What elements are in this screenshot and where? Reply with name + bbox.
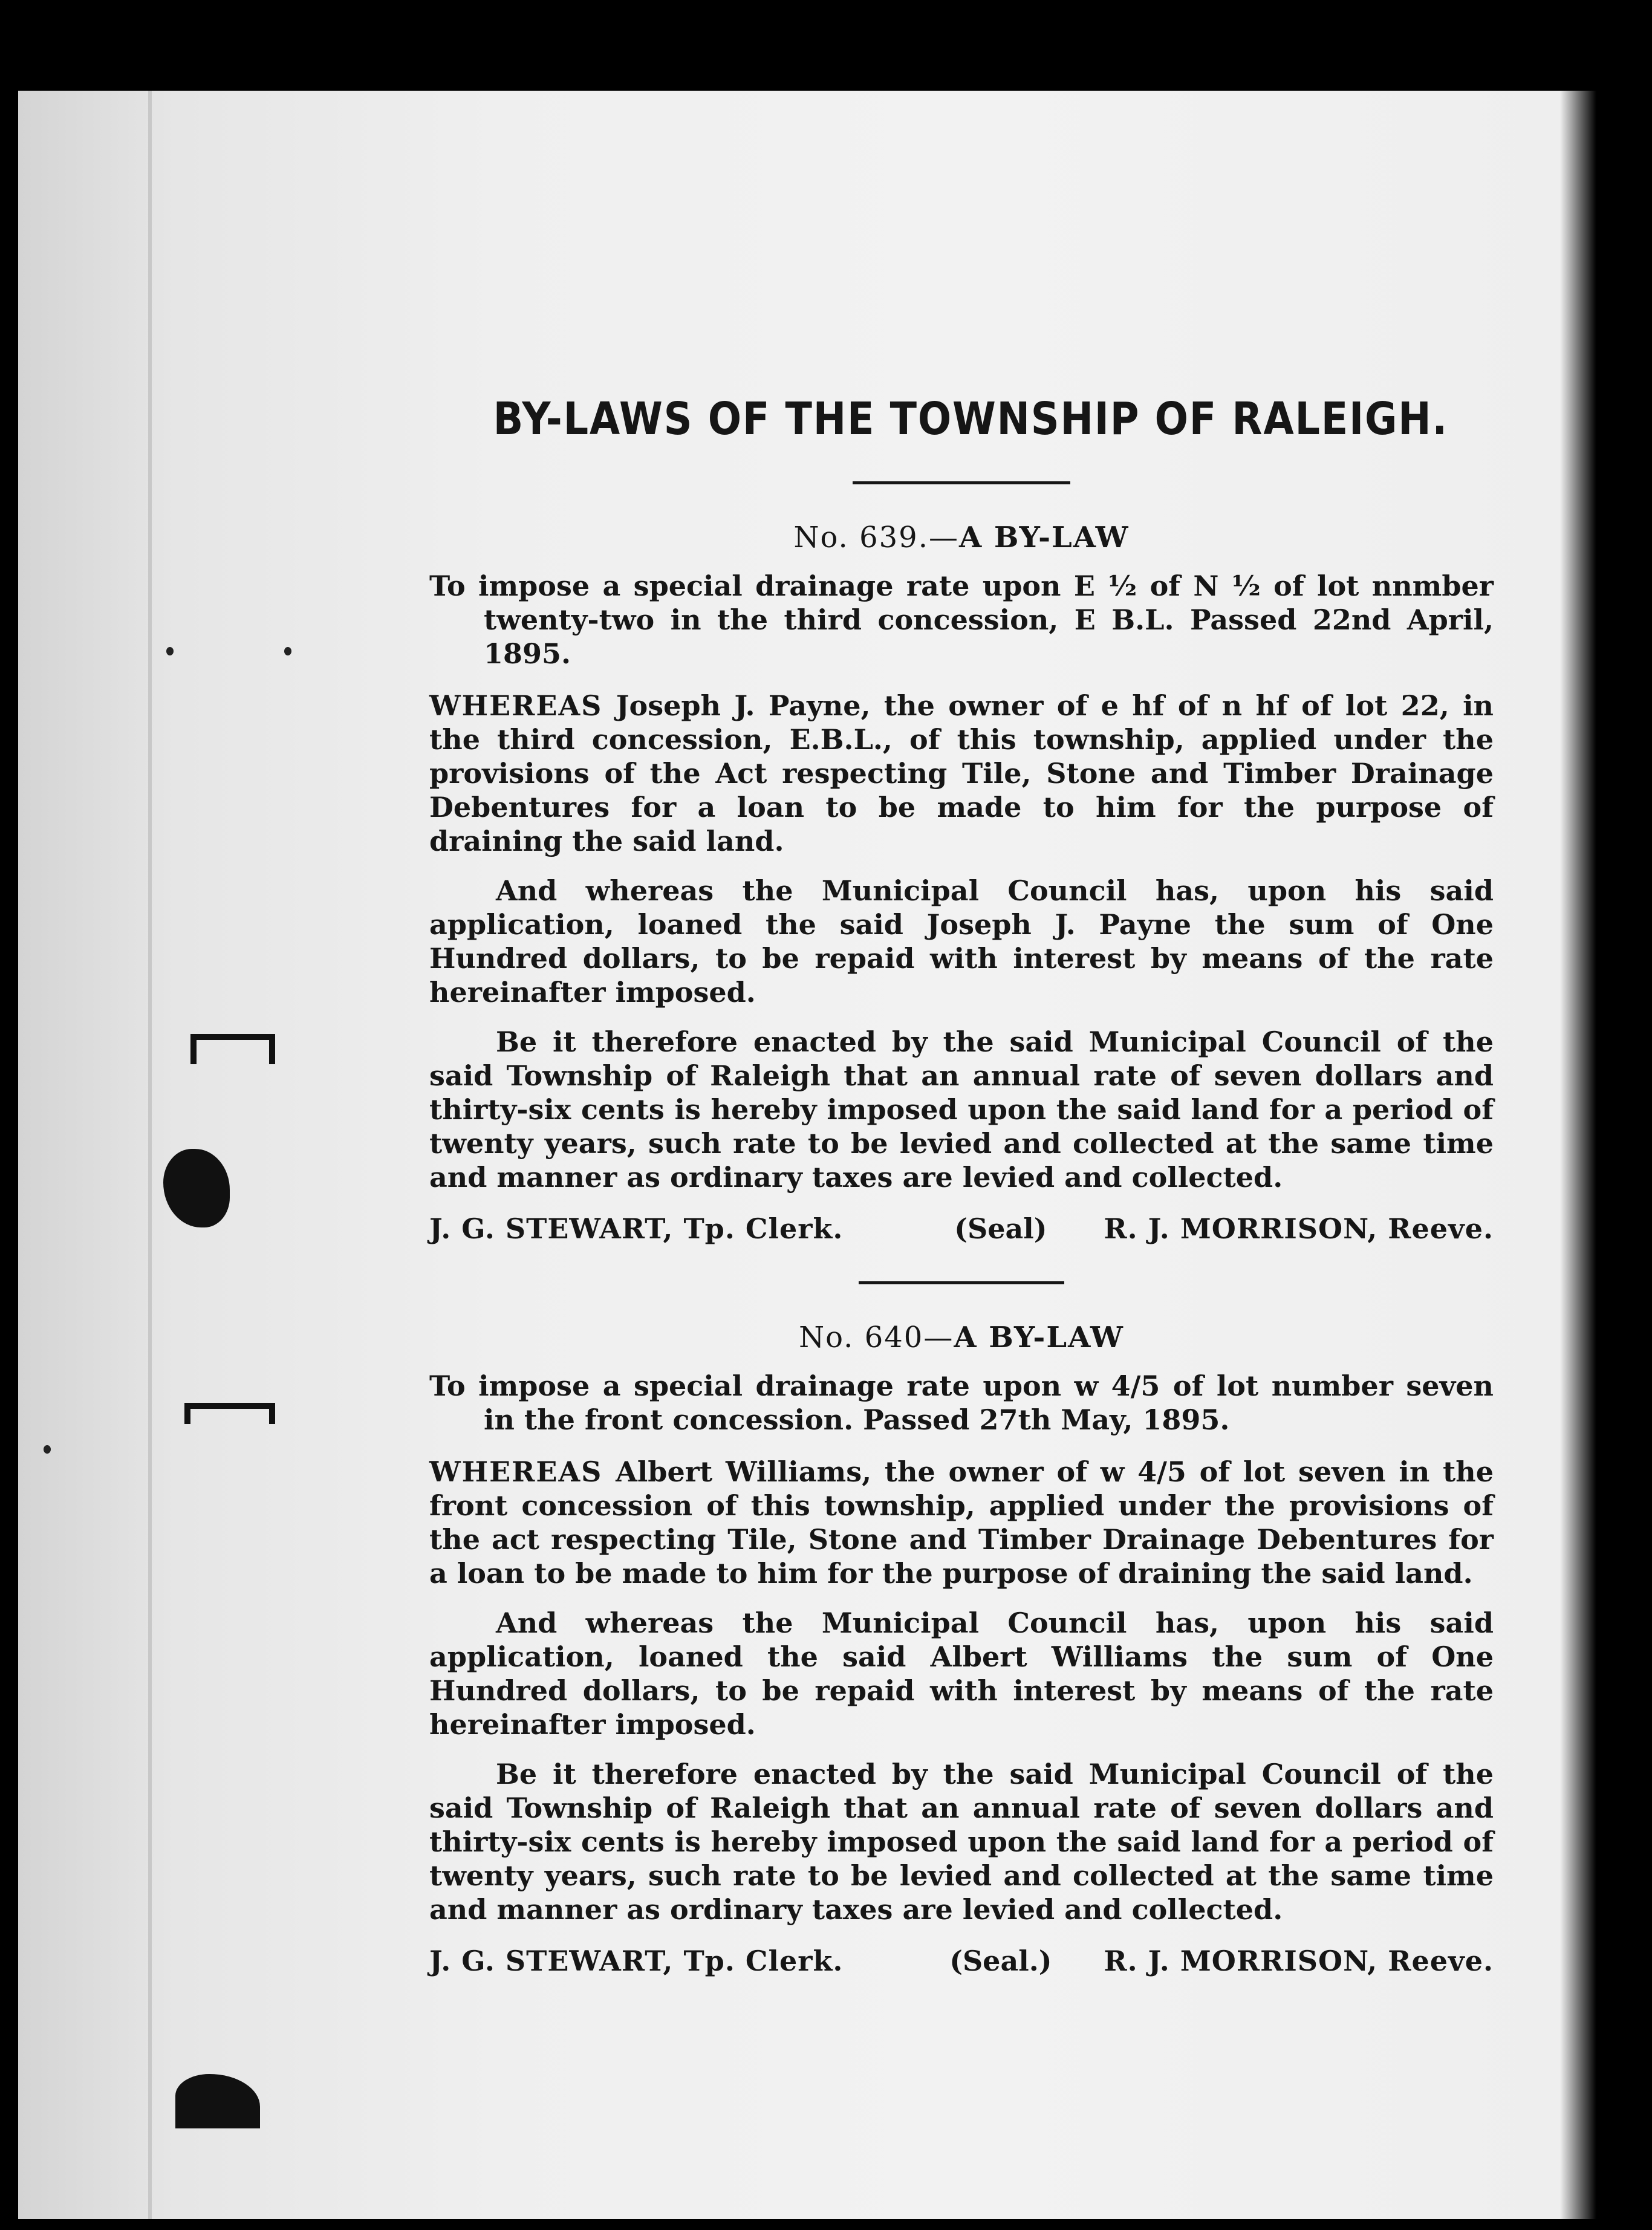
clerk-signature: J. G. STEWART, Tp. Clerk. [429,1945,844,1977]
page-fold-line [148,91,152,2219]
title-rule [853,481,1070,484]
document-content [429,393,1494,1977]
document-page [18,91,1596,2219]
whereas-word: WHEREAS [429,689,603,722]
bylaw-label: A BY-LAW [958,521,1130,554]
speck-mark [284,647,291,655]
bylaw-title: To impose a special drainage rate upon E ½ of N ½ of lot nnmber twenty-two in the third concession, E B.L. Passed 22nd April, 1895. [429,570,1494,670]
page-edge-shadow [1560,91,1596,2219]
bylaw-heading [429,1321,1494,1354]
bylaw-whereas-paragraph [429,689,1494,858]
bylaw-heading [429,521,1494,554]
signature-line [429,1945,1494,1977]
bylaw-number: No. 640— [799,1321,954,1354]
whereas-word: WHEREAS [429,1455,603,1488]
bylaw-whereas-paragraph [429,1455,1494,1590]
speck-mark [44,1445,51,1454]
whereas-text: Albert Williams, the owner of w 4/5 of lot seven in the front concession of this township, applied under the provisions of the act respecting Tile, Stone and Timber Drainage Debentures for a loan to be made to him for the purpose of draining the said land. [429,1455,1494,1590]
bylaw-paragraph: And whereas the Municipal Council has, upon his said application, loaned the said Albert Williams the sum of One Hundred dollars, to be repaid with interest by means of the rate hereinafter imposed. [429,1607,1494,1741]
bylaw-label: A BY-LAW [954,1321,1124,1354]
bylaw-639 [429,521,1494,1245]
seal-label: (Seal) [954,1212,1047,1245]
binding-blemish [175,2074,260,2128]
whereas-text: Joseph J. Payne, the owner of e hf of n hf of lot 22, in the third concession, E.B.L., of this township, applied under the provisions of the Act respecting Tile, Stone and Timber Drainage Debentures for a loan to be made to him for the purpose of draining the said land. [429,689,1494,857]
binding-blemish [163,1149,230,1227]
bylaw-paragraph: And whereas the Municipal Council has, upon his said application, loaned the said Joseph J. Payne the sum of One Hundred dollars, to be repaid with interest by means of the rate hereinafter imposed. [429,874,1494,1009]
bylaw-number: No. 639.— [793,521,959,554]
seal-label: (Seal.) [949,1945,1052,1977]
section-rule [859,1281,1064,1284]
clerk-signature: J. G. STEWART, Tp. Clerk. [429,1212,844,1245]
speck-mark [166,647,174,655]
bylaw-640 [429,1321,1494,1977]
bylaw-title: To impose a special drainage rate upon w 4/5 of lot number seven in the front concession. Passed 27th May, 1895. [429,1370,1494,1436]
bylaw-paragraph: Be it therefore enacted by the said Municipal Council of the said Township of Raleigh that an annual rate of seven dollars and thirty-six cents is hereby imposed upon the said land for a period of twenty years, such rate to be levied and collected at the same time and manner as ordinary taxes are levied and collected. [429,1026,1494,1194]
page-title: BY-LAWS OF THE TOWNSHIP OF RALEIGH. [493,393,1448,445]
reeve-signature: R. J. MORRISON, Reeve. [1104,1212,1494,1245]
signature-line [429,1212,1494,1245]
reeve-signature: R. J. MORRISON, Reeve. [1104,1945,1494,1977]
binding-clip-mark [190,1034,275,1064]
bylaw-paragraph: Be it therefore enacted by the said Municipal Council of the said Township of Raleigh that an annual rate of seven dollars and thirty-six cents is hereby imposed upon the said land for a period of twenty years, such rate to be levied and collected at the same time and manner as ordinary taxes are levied and collected. [429,1758,1494,1926]
binding-clip-mark [184,1403,275,1424]
